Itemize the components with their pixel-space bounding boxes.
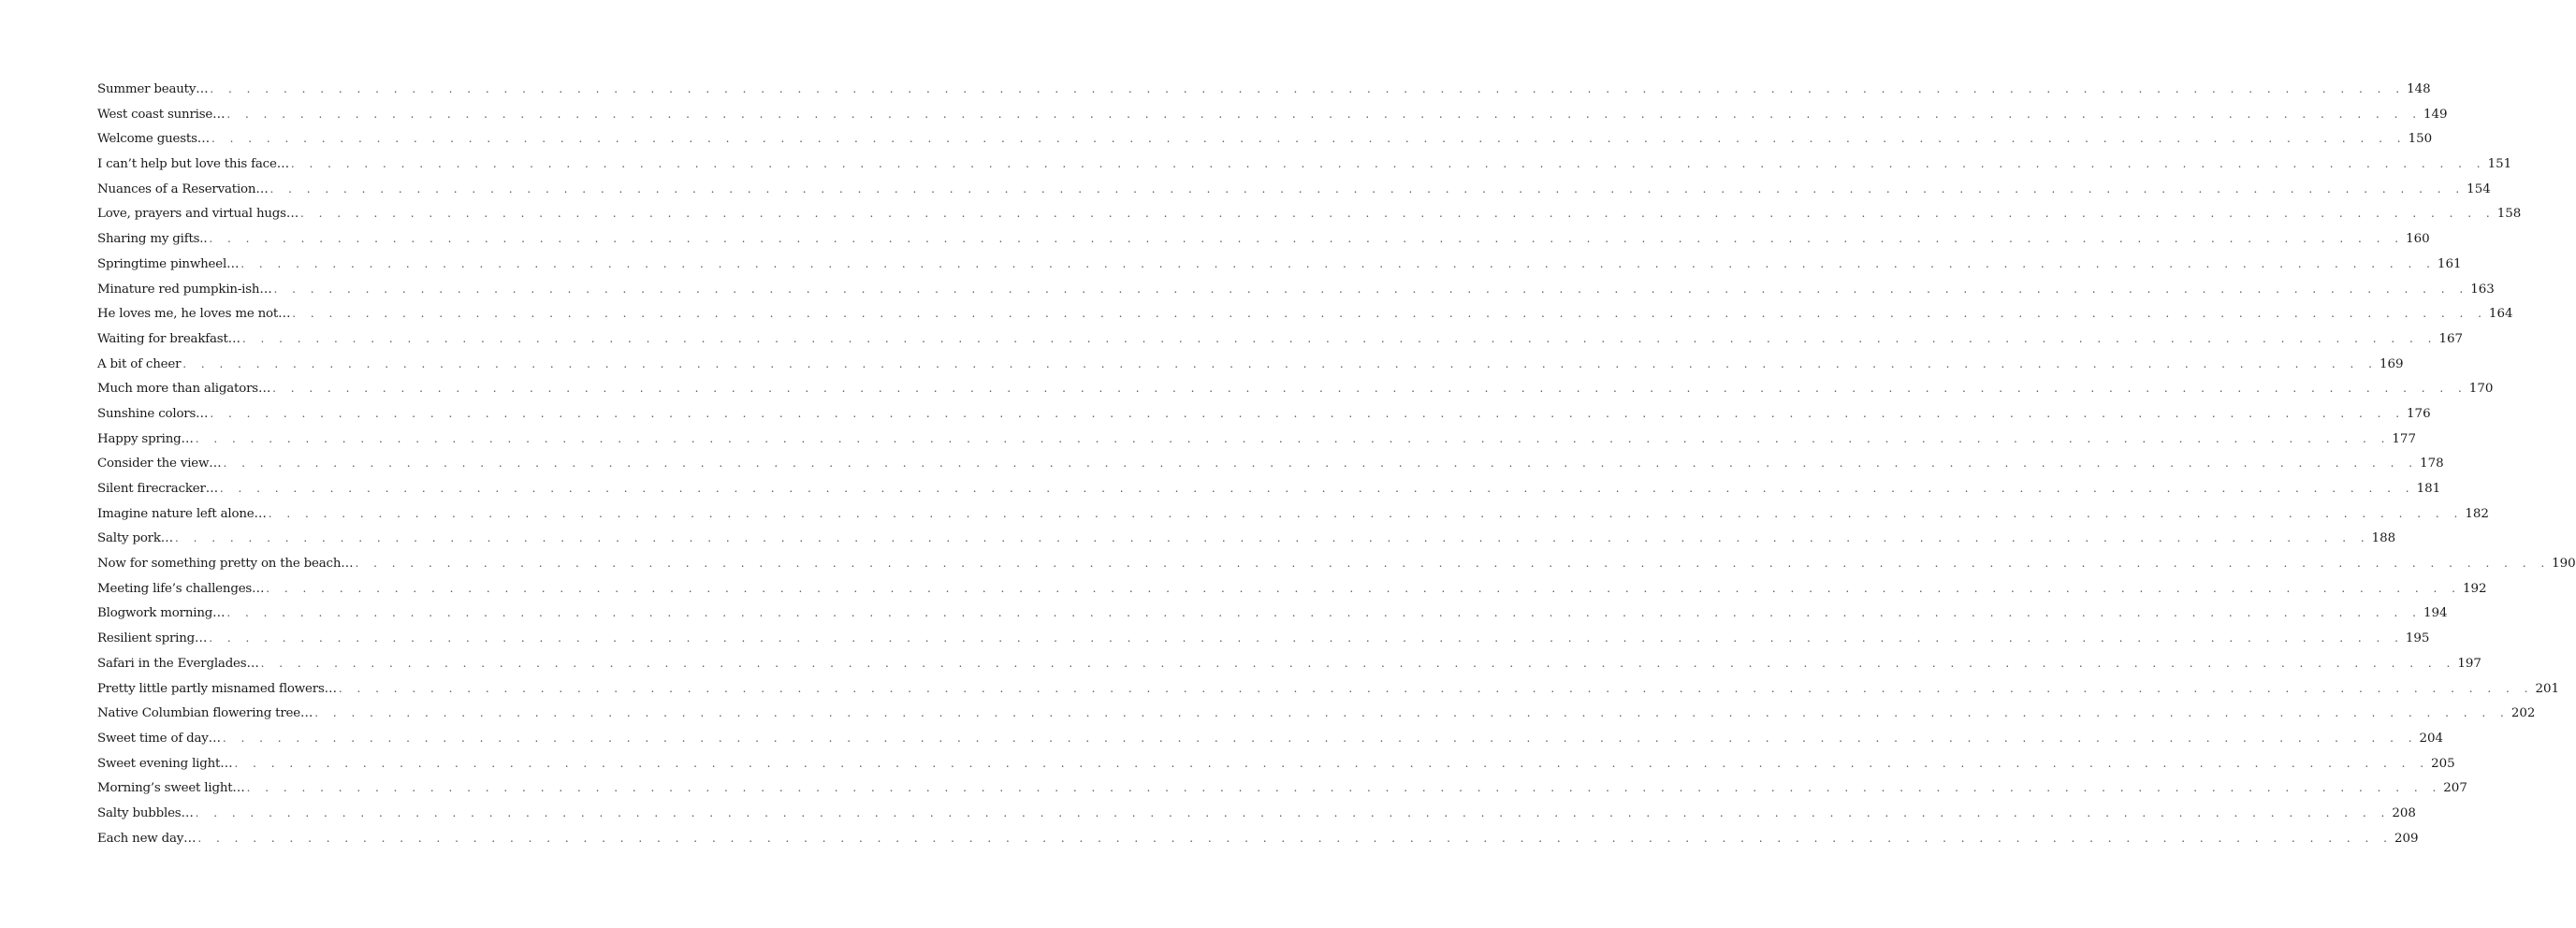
toc-dot-leader: . . . . . . . . . . . . . . . . . . . . . . . . . . . . . . . . . . . . . . . . . . . . . . . . . . . . . . . . . . . . . . . . . . . . . . . . . . . . . . . . . . . . . . . . . . . . . . . . . . . . . . . . . . . . . . . . . . . . . . . .: [223, 457, 2419, 471]
toc-dot-leader: . . . . . . . . . . . . . . . . . . . . . . . . . . . . . . . . . . . . . . . . . . . . . . . . . . . . . . . . . . . . . . . . . . . . . . . . . . . . . . . . . . . . . . . . . . . . . . . . . . . . . . . . . . . . . . . . . . . . . . . .: [314, 706, 2510, 720]
toc-entry-page-number: 177: [2392, 431, 2416, 446]
toc-dot-leader: . . . . . . . . . . . . . . . . . . . . . . . . . . . . . . . . . . . . . . . . . . . . . . . . . . . . . . . . . . . . . . . . . . . . . . . . . . . . . . . . . . . . . . . . . . . . . . . . . . . . . . . . . . . . . . . . . . . . . . . .: [222, 731, 2418, 745]
toc-entry-page-number: 192: [2462, 581, 2487, 596]
toc-entry-page-number: 148: [2407, 82, 2431, 96]
toc-entry-title: Meeting life’s challenges…: [97, 581, 265, 596]
toc-dot-leader: . . . . . . . . . . . . . . . . . . . . . . . . . . . . . . . . . . . . . . . . . . . . . . . . . . . . . . . . . . . . . . . . . . . . . . . . . . . . . . . . . . . . . . . . . . . . . . . . . . . . . . . . . . . . . . . . . . . . . . . .: [195, 805, 2391, 819]
toc-entry[interactable]: [97, 401, 2431, 427]
toc-entry-title: Salty bubbles…: [97, 805, 194, 820]
toc-entry-page-number: 163: [2470, 282, 2495, 297]
toc-entry-title: Summer beauty…: [97, 82, 209, 96]
toc-entry-page-number: 176: [2407, 406, 2431, 421]
toc-dot-leader: . . . . . . . . . . . . . . . . . . . . . . . . . . . . . . . . . . . . . . . . . . . . . . . . . . . . . . . . . . . . . . . . . . . . . . . . . . . . . . . . . . . . . . . . . . . . . . . . . . . . . . . . . . . . . . . . . . . . . . . .: [300, 207, 2496, 221]
toc-entry-page-number: 164: [2488, 307, 2513, 322]
toc-dot-leader: . . . . . . . . . . . . . . . . . . . . . . . . . . . . . . . . . . . . . . . . . . . . . . . . . . . . . . . . . . . . . . . . . . . . . . . . . . . . . . . . . . . . . . . . . . . . . . . . . . . . . . . . . . . . . . . . . . . . . . . .: [219, 482, 2415, 495]
toc-entry-title: Now for something pretty on the beach…: [97, 557, 354, 572]
toc-dot-leader: . . . . . . . . . . . . . . . . . . . . . . . . . . . . . . . . . . . . . . . . . . . . . . . . . . . . . . . . . . . . . . . . . . . . . . . . . . . . . . . . . . . . . . . . . . . . . . . . . . . . . . . . . . . . . . . . . . . . . . . .: [266, 581, 2461, 595]
toc-entry-title: He loves me, he loves me not…: [97, 307, 291, 322]
toc-entry-title: Safari in the Everglades…: [97, 656, 259, 671]
toc-entry-page-number: 150: [2408, 132, 2433, 147]
toc-entry[interactable]: [97, 376, 2494, 401]
toc-entry-title: Salty pork…: [97, 531, 173, 546]
toc-entry-title: Pretty little partly misnamed flowers…: [97, 681, 337, 696]
toc-entry[interactable]: [97, 277, 2495, 302]
toc-entry-page-number: 149: [2423, 107, 2448, 122]
toc-entry-title: Love, prayers and virtual hugs…: [97, 207, 299, 222]
toc-entry[interactable]: [97, 326, 2464, 352]
toc-entry-page-number: 178: [2420, 457, 2444, 471]
toc-entry[interactable]: [97, 252, 2462, 277]
toc-dot-leader: . . . . . . . . . . . . . . . . . . . . . . . . . . . . . . . . . . . . . . . . . . . . . . . . . . . . . . . . . . . . . . . . . . . . . . . . . . . . . . . . . . . . . . . . . . . . . . . . . . . . . . . . . . . . . . . . . . . . . . . .: [210, 406, 2406, 420]
toc-entry-title: Sweet time of day…: [97, 731, 221, 746]
toc-dot-leader: . . . . . . . . . . . . . . . . . . . . . . . . . . . . . . . . . . . . . . . . . . . . . . . . . . . . . . . . . . . . . . . . . . . . . . . . . . . . . . . . . . . . . . . . . . . . . . . . . . . . . . . . . . . . . . . . . . . . . . . .: [260, 656, 2456, 670]
toc-entry-page-number: 151: [2487, 157, 2512, 172]
toc-dot-leader: . . . . . . . . . . . . . . . . . . . . . . . . . . . . . . . . . . . . . . . . . . . . . . . . . . . . . . . . . . . . . . . . . . . . . . . . . . . . . . . . . . . . . . . . . . . . . . . . . . . . . . . . . . . . . . . . . . . . . . . .: [182, 356, 2378, 370]
toc-dot-leader: . . . . . . . . . . . . . . . . . . . . . . . . . . . . . . . . . . . . . . . . . . . . . . . . . . . . . . . . . . . . . . . . . . . . . . . . . . . . . . . . . . . . . . . . . . . . . . . . . . . . . . . . . . . . . . . . . . . . . . . .: [272, 382, 2467, 396]
toc-entry[interactable]: [97, 152, 2512, 177]
toc-entry-title: Sweet evening light…: [97, 756, 233, 771]
toc-entry-page-number: 204: [2419, 731, 2444, 746]
toc-entry-title: Sunshine colors…: [97, 406, 209, 421]
toc-entry-title: I can’t help but love this face…: [97, 157, 289, 172]
toc-entry[interactable]: [97, 226, 2430, 252]
toc-entry[interactable]: [97, 801, 2416, 826]
toc-entry[interactable]: [97, 201, 2522, 226]
toc-entry-title: Much more than aligators…: [97, 382, 271, 397]
toc-dot-leader: . . . . . . . . . . . . . . . . . . . . . . . . . . . . . . . . . . . . . . . . . . . . . . . . . . . . . . . . . . . . . . . . . . . . . . . . . . . . . . . . . . . . . . . . . . . . . . . . . . . . . . . . . . . . . . . . . . . . . . . .: [197, 831, 2393, 845]
toc-entry-title: Morning’s sweet light…: [97, 781, 245, 796]
toc-entry-title: Resilient spring…: [97, 631, 208, 646]
toc-entry-page-number: 169: [2379, 356, 2404, 371]
toc-entry[interactable]: [97, 701, 2536, 726]
toc-entry[interactable]: [97, 726, 2444, 751]
toc-entry-page-number: 154: [2467, 181, 2491, 196]
toc-entry-page-number: 190: [2552, 557, 2576, 572]
toc-dot-leader: . . . . . . . . . . . . . . . . . . . . . . . . . . . . . . . . . . . . . . . . . . . . . . . . . . . . . . . . . . . . . . . . . . . . . . . . . . . . . . . . . . . . . . . . . . . . . . . . . . . . . . . . . . . . . . . . . . . . . . . .: [234, 756, 2430, 770]
toc-entry-title: Sharing my gifts..: [97, 232, 208, 247]
toc-entry-page-number: 181: [2416, 482, 2441, 496]
toc-dot-leader: . . . . . . . . . . . . . . . . . . . . . . . . . . . . . . . . . . . . . . . . . . . . . . . . . . . . . . . . . . . . . . . . . . . . . . . . . . . . . . . . . . . . . . . . . . . . . . . . . . . . . . . . . . . . . . . . . . . . . . . .: [209, 631, 2404, 645]
toc-entry[interactable]: [97, 601, 2448, 626]
toc-entry-page-number: 202: [2511, 706, 2536, 721]
toc-entry[interactable]: [97, 626, 2430, 651]
toc-entry-page-number: 161: [2437, 256, 2462, 271]
toc-entry-page-number: 197: [2457, 656, 2481, 671]
toc-entry-page-number: 209: [2394, 831, 2419, 846]
toc-dot-leader: . . . . . . . . . . . . . . . . . . . . . . . . . . . . . . . . . . . . . . . . . . . . . . . . . . . . . . . . . . . . . . . . . . . . . . . . . . . . . . . . . . . . . . . . . . . . . . . . . . . . . . . . . . . . . . . . . . . . . . . .: [355, 557, 2551, 571]
toc-dot-leader: . . . . . . . . . . . . . . . . . . . . . . . . . . . . . . . . . . . . . . . . . . . . . . . . . . . . . . . . . . . . . . . . . . . . . . . . . . . . . . . . . . . . . . . . . . . . . . . . . . . . . . . . . . . . . . . . . . . . . . . .: [338, 681, 2534, 695]
toc-entry[interactable]: [97, 751, 2455, 776]
toc-dot-leader: . . . . . . . . . . . . . . . . . . . . . . . . . . . . . . . . . . . . . . . . . . . . . . . . . . . . . . . . . . . . . . . . . . . . . . . . . . . . . . . . . . . . . . . . . . . . . . . . . . . . . . . . . . . . . . . . . . . . . . . .: [174, 531, 2370, 545]
toc-dot-leader: . . . . . . . . . . . . . . . . . . . . . . . . . . . . . . . . . . . . . . . . . . . . . . . . . . . . . . . . . . . . . . . . . . . . . . . . . . . . . . . . . . . . . . . . . . . . . . . . . . . . . . . . . . . . . . . . . . . . . . . .: [210, 82, 2406, 95]
toc-dot-leader: . . . . . . . . . . . . . . . . . . . . . . . . . . . . . . . . . . . . . . . . . . . . . . . . . . . . . . . . . . . . . . . . . . . . . . . . . . . . . . . . . . . . . . . . . . . . . . . . . . . . . . . . . . . . . . . . . . . . . . . .: [290, 157, 2486, 171]
toc-entry[interactable]: [97, 177, 2491, 202]
toc-dot-leader: . . . . . . . . . . . . . . . . . . . . . . . . . . . . . . . . . . . . . . . . . . . . . . . . . . . . . . . . . . . . . . . . . . . . . . . . . . . . . . . . . . . . . . . . . . . . . . . . . . . . . . . . . . . . . . . . . . . . . . . .: [240, 256, 2436, 270]
toc-entry[interactable]: [97, 352, 2404, 377]
toc-entry-page-number: 167: [2438, 331, 2464, 346]
toc-dot-leader: . . . . . . . . . . . . . . . . . . . . . . . . . . . . . . . . . . . . . . . . . . . . . . . . . . . . . . . . . . . . . . . . . . . . . . . . . . . . . . . . . . . . . . . . . . . . . . . . . . . . . . . . . . . . . . . . . . . . . . . .: [209, 232, 2405, 246]
toc-entry-title: Springtime pinwheel…: [97, 256, 240, 271]
toc-entry-title: A bit of cheer: [97, 356, 182, 371]
toc-dot-leader: . . . . . . . . . . . . . . . . . . . . . . . . . . . . . . . . . . . . . . . . . . . . . . . . . . . . . . . . . . . . . . . . . . . . . . . . . . . . . . . . . . . . . . . . . . . . . . . . . . . . . . . . . . . . . . . . . . . . . . . .: [226, 107, 2423, 121]
toc-entry-title: Imagine nature left alone…: [97, 506, 267, 521]
toc-entry[interactable]: [97, 501, 2489, 527]
toc-entry[interactable]: [97, 77, 2431, 102]
toc-dot-leader: . . . . . . . . . . . . . . . . . . . . . . . . . . . . . . . . . . . . . . . . . . . . . . . . . . . . . . . . . . . . . . . . . . . . . . . . . . . . . . . . . . . . . . . . . . . . . . . . . . . . . . . . . . . . . . . . . . . . . . . .: [268, 506, 2464, 520]
toc-entry-page-number: 170: [2468, 382, 2494, 397]
toc-entry-title: Blogwork morning…: [97, 606, 226, 621]
toc-entry[interactable]: [97, 576, 2487, 602]
toc-entry-title: Consider the view…: [97, 457, 222, 471]
toc-entry-page-number: 201: [2535, 681, 2560, 696]
toc-entry[interactable]: [97, 676, 2560, 702]
toc-entry[interactable]: [97, 826, 2419, 851]
toc-entry-title: Native Columbian flowering tree…: [97, 706, 313, 721]
toc-entry-title: Happy spring…: [97, 431, 194, 446]
toc-entry-title: Nuances of a Reservation…: [97, 181, 269, 196]
toc-entry-page-number: 188: [2371, 531, 2396, 546]
toc-dot-leader: . . . . . . . . . . . . . . . . . . . . . . . . . . . . . . . . . . . . . . . . . . . . . . . . . . . . . . . . . . . . . . . . . . . . . . . . . . . . . . . . . . . . . . . . . . . . . . . . . . . . . . . . . . . . . . . . . . . . . . . .: [211, 132, 2407, 146]
table-of-contents: [97, 77, 2576, 850]
toc-dot-leader: . . . . . . . . . . . . . . . . . . . . . . . . . . . . . . . . . . . . . . . . . . . . . . . . . . . . . . . . . . . . . . . . . . . . . . . . . . . . . . . . . . . . . . . . . . . . . . . . . . . . . . . . . . . . . . . . . . . . . . . .: [241, 331, 2438, 345]
toc-entry[interactable]: [97, 476, 2441, 501]
toc-entry[interactable]: [97, 102, 2448, 127]
toc-dot-leader: . . . . . . . . . . . . . . . . . . . . . . . . . . . . . . . . . . . . . . . . . . . . . . . . . . . . . . . . . . . . . . . . . . . . . . . . . . . . . . . . . . . . . . . . . . . . . . . . . . . . . . . . . . . . . . . . . . . . . . . .: [226, 606, 2422, 620]
toc-entry-title: Minature red pumpkin-ish…: [97, 282, 272, 297]
toc-entry[interactable]: [97, 526, 2396, 551]
toc-entry-page-number: 195: [2405, 631, 2430, 646]
toc-entry[interactable]: [97, 776, 2467, 801]
toc-dot-leader: . . . . . . . . . . . . . . . . . . . . . . . . . . . . . . . . . . . . . . . . . . . . . . . . . . . . . . . . . . . . . . . . . . . . . . . . . . . . . . . . . . . . . . . . . . . . . . . . . . . . . . . . . . . . . . . . . . . . . . . .: [273, 282, 2469, 296]
toc-entry-page-number: 182: [2465, 506, 2489, 521]
toc-list: [97, 77, 2576, 850]
toc-entry-page-number: 160: [2406, 232, 2430, 247]
toc-dot-leader: . . . . . . . . . . . . . . . . . . . . . . . . . . . . . . . . . . . . . . . . . . . . . . . . . . . . . . . . . . . . . . . . . . . . . . . . . . . . . . . . . . . . . . . . . . . . . . . . . . . . . . . . . . . . . . . . . . . . . . . .: [246, 781, 2442, 795]
toc-entry-page-number: 205: [2431, 756, 2455, 771]
toc-entry-title: Waiting for breakfast…: [97, 331, 240, 346]
toc-entry-title: West coast sunrise…: [97, 107, 226, 122]
toc-entry[interactable]: [97, 301, 2513, 326]
toc-entry[interactable]: [97, 651, 2481, 676]
toc-dot-leader: . . . . . . . . . . . . . . . . . . . . . . . . . . . . . . . . . . . . . . . . . . . . . . . . . . . . . . . . . . . . . . . . . . . . . . . . . . . . . . . . . . . . . . . . . . . . . . . . . . . . . . . . . . . . . . . . . . . . . . . .: [269, 181, 2466, 196]
toc-dot-leader: . . . . . . . . . . . . . . . . . . . . . . . . . . . . . . . . . . . . . . . . . . . . . . . . . . . . . . . . . . . . . . . . . . . . . . . . . . . . . . . . . . . . . . . . . . . . . . . . . . . . . . . . . . . . . . . . . . . . . . . .: [292, 307, 2487, 321]
toc-entry-page-number: 158: [2496, 207, 2522, 222]
toc-entry-page-number: 207: [2443, 781, 2467, 796]
toc-entry-title: Each new day…: [97, 831, 196, 846]
toc-entry-title: Welcome guests…: [97, 132, 210, 147]
toc-entry[interactable]: [97, 427, 2416, 452]
toc-entry-page-number: 208: [2392, 805, 2416, 820]
toc-entry-page-number: 194: [2423, 606, 2448, 621]
toc-entry[interactable]: [97, 126, 2433, 152]
toc-entry-title: Silent firecracker…: [97, 482, 218, 496]
toc-entry[interactable]: [97, 551, 2576, 576]
toc-dot-leader: . . . . . . . . . . . . . . . . . . . . . . . . . . . . . . . . . . . . . . . . . . . . . . . . . . . . . . . . . . . . . . . . . . . . . . . . . . . . . . . . . . . . . . . . . . . . . . . . . . . . . . . . . . . . . . . . . . . . . . . .: [195, 431, 2391, 445]
toc-entry[interactable]: [97, 451, 2444, 476]
